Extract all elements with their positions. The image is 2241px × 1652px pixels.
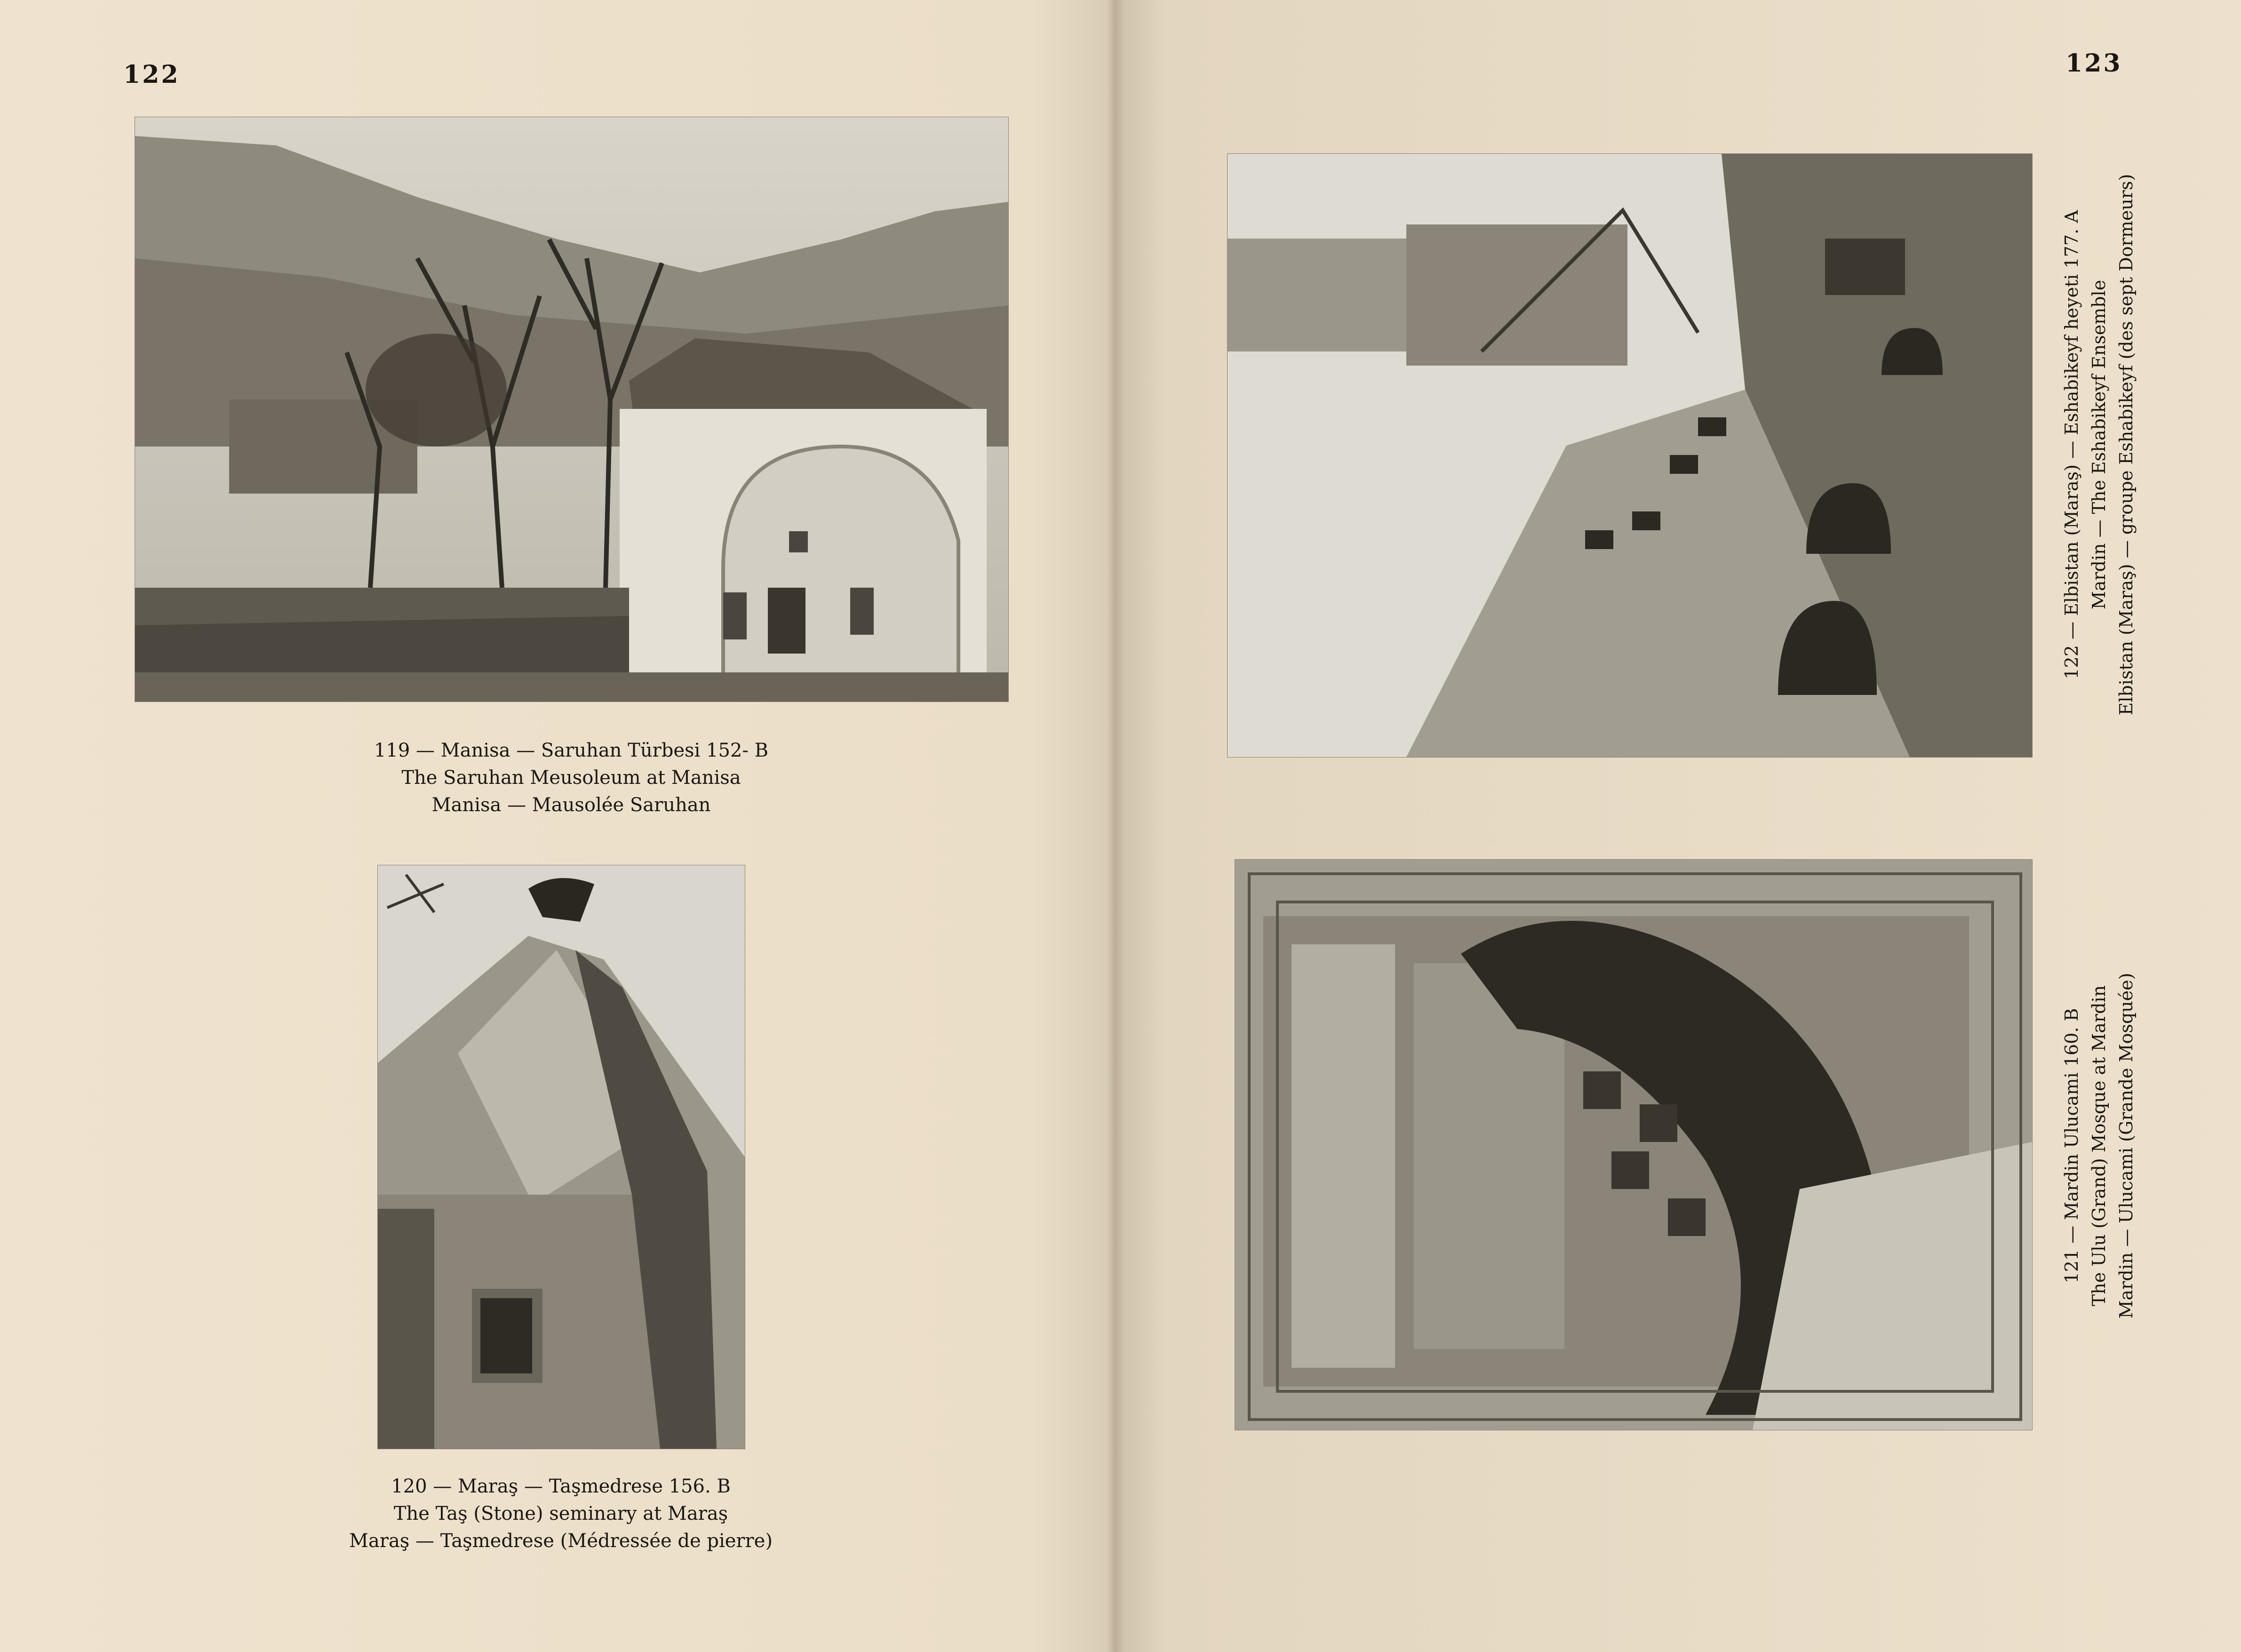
photo-tas-medrese: [377, 865, 745, 1449]
caption-line: Mardin — The Eshabikeyf Ensemble: [2089, 279, 2109, 610]
page-number: 123: [2066, 49, 2122, 78]
figure-122-caption: [2058, 148, 2140, 742]
caption-line: 120 — Maraş — Taşmedrese 156. B: [391, 1476, 731, 1497]
caption-line: 121 — Mardin Ulucami 160. B: [2061, 1008, 2082, 1284]
figure-119-caption: [135, 737, 1008, 819]
caption-line: The Saruhan Meusoleum at Manisa: [401, 767, 741, 789]
caption-line: Maraş — Taşmedrese (Médressée de pierre): [349, 1530, 773, 1552]
caption-line: Manisa — Mausolée Saruhan: [431, 794, 711, 816]
caption-line: Elbistan (Maraş) — groupe Eshabikeyf (des sept Dormeurs): [2116, 174, 2137, 716]
photo-mardin-ulucami: [1235, 859, 2033, 1430]
caption-line: The Ulu (Grand) Mosque at Mardin: [2089, 985, 2109, 1307]
left-page: [0, 0, 1110, 1652]
right-page: [1120, 0, 2241, 1652]
caption-line: 122 — Elbistan (Maraş) — Eshabikeyf heyeti 177. A: [2061, 210, 2082, 679]
photo-saruhan-mausoleum: [135, 117, 1009, 702]
caption-line: Mardin — Ulucami (Grande Mosquée): [2116, 973, 2137, 1319]
photo-eshabikeyf-ensemble: [1227, 153, 2033, 758]
figure-121-caption: [2058, 950, 2140, 1341]
figure-120-caption: [282, 1473, 839, 1555]
page-number: 122: [123, 60, 180, 89]
caption-line: The Taş (Stone) seminary at Maraş: [393, 1503, 728, 1524]
caption-line: 119 — Manisa — Saruhan Türbesi 152- B: [374, 740, 768, 761]
